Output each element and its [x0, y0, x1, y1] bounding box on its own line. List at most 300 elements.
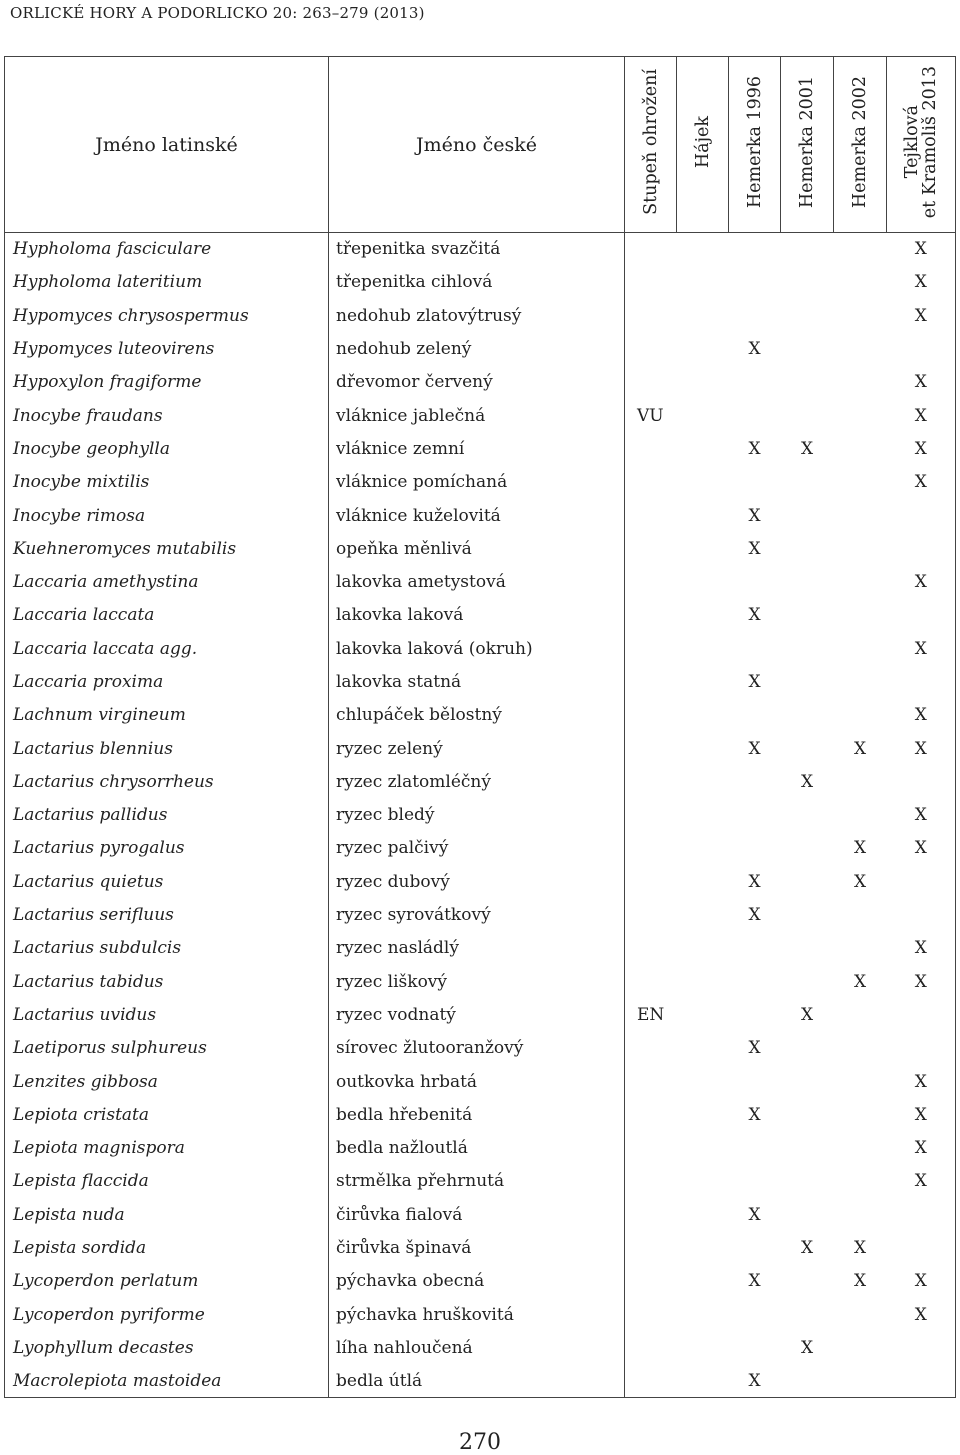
table-row	[5, 699, 956, 732]
hajek-cell	[677, 399, 729, 432]
latin-name-cell: Lepista nuda	[5, 1198, 329, 1231]
latin-name-cell: Laetiporus sulphureus	[5, 1032, 329, 1065]
table-row	[5, 898, 956, 931]
hemerka-2001-cell	[781, 699, 834, 732]
hemerka-2001-cell	[781, 898, 834, 931]
hemerka-1996-cell	[729, 1298, 781, 1331]
hemerka-1996-cell	[729, 1165, 781, 1198]
column-header-hemerka-2002-label: Hemerka 2002	[850, 75, 870, 209]
hemerka-2001-cell: X	[800, 771, 814, 792]
latin-name-cell: Inocybe fraudans	[5, 399, 329, 432]
czech-name-cell: outkovka hrbatá	[329, 1065, 625, 1098]
tejklova-kramolis-2013-cell: X	[887, 1165, 956, 1198]
hemerka-2002-cell	[834, 266, 887, 299]
threat-status-cell	[625, 1198, 677, 1231]
hemerka-2002-cell	[834, 1132, 887, 1165]
hajek-cell	[677, 998, 729, 1031]
hemerka-2002-cell: X	[853, 838, 867, 859]
threat-status-cell	[625, 366, 677, 399]
czech-name-cell: vláknice kuželovitá	[329, 499, 625, 532]
hemerka-2002-cell	[834, 299, 887, 332]
hajek-cell	[677, 233, 729, 266]
hajek-cell	[677, 799, 729, 832]
hemerka-2002-cell	[834, 1198, 887, 1231]
hajek-cell	[677, 1165, 729, 1198]
hemerka-2002-cell	[834, 466, 887, 499]
column-header-threat-status	[625, 57, 677, 233]
tejklova-kramolis-2013-cell: X	[887, 266, 956, 299]
hemerka-1996-cell	[729, 832, 781, 865]
latin-name-cell: Lepiota magnispora	[5, 1132, 329, 1165]
hemerka-2002-cell	[834, 1065, 887, 1098]
czech-name-cell: nedohub zlatovýtrusý	[329, 299, 625, 332]
czech-name-cell: lakovka ametystová	[329, 565, 625, 598]
hajek-cell	[677, 299, 729, 332]
hemerka-2001-cell	[781, 1132, 834, 1165]
tejklova-kramolis-2013-cell: X	[887, 366, 956, 399]
table-row	[5, 432, 956, 465]
latin-name-cell: Lycoperdon perlatum	[5, 1265, 329, 1298]
latin-name-cell: Lactarius serifluus	[5, 898, 329, 931]
hemerka-1996-cell	[729, 998, 781, 1031]
hemerka-2001-cell	[781, 1032, 834, 1065]
czech-name-cell: líha nahloučená	[329, 1331, 625, 1364]
hemerka-2002-cell	[834, 599, 887, 632]
hajek-cell	[677, 1298, 729, 1331]
column-header-hemerka-2002	[834, 57, 887, 233]
hemerka-2002-cell: X	[853, 738, 867, 759]
latin-name-cell: Lactarius tabidus	[5, 965, 329, 998]
latin-name-cell: Laccaria proxima	[5, 665, 329, 698]
hemerka-2002-cell	[834, 499, 887, 532]
table-row	[5, 1065, 956, 1098]
column-header-tejklova-line: Tejklová	[902, 105, 922, 179]
latin-name-cell: Lactarius chrysorrheus	[5, 765, 329, 798]
latin-name-cell: Lepiota cristata	[5, 1098, 329, 1131]
tejklova-kramolis-2013-cell	[887, 665, 956, 698]
hemerka-1996-cell: X	[748, 1271, 761, 1292]
latin-name-cell: Lactarius pallidus	[5, 799, 329, 832]
tejklova-kramolis-2013-cell	[887, 898, 956, 931]
hemerka-2001-cell	[781, 599, 834, 632]
table-row	[5, 865, 956, 898]
table-row	[5, 366, 956, 399]
czech-name-cell: ryzec syrovátkový	[329, 898, 625, 931]
latin-name-cell: Hypholoma fasciculare	[5, 233, 329, 266]
hemerka-2002-cell	[834, 532, 887, 565]
hemerka-2002-cell	[834, 699, 887, 732]
hemerka-2002-cell	[834, 366, 887, 399]
hemerka-2001-cell	[781, 1365, 834, 1398]
tejklova-kramolis-2013-cell	[887, 1365, 956, 1398]
threat-status-cell	[625, 266, 677, 299]
column-header-tejklova-kramolis-2013	[887, 57, 956, 233]
hemerka-1996-cell	[729, 765, 781, 798]
hemerka-2001-cell	[781, 1298, 834, 1331]
tejklova-kramolis-2013-cell	[887, 1198, 956, 1231]
hajek-cell	[677, 466, 729, 499]
czech-name-cell: ryzec nasládlý	[329, 932, 625, 965]
latin-name-cell: Laccaria amethystina	[5, 565, 329, 598]
column-header-tejklova-kramolis-2013-label	[903, 66, 939, 218]
hemerka-2002-cell	[834, 932, 887, 965]
table-row	[5, 998, 956, 1031]
threat-status-cell	[625, 466, 677, 499]
tejklova-kramolis-2013-cell: X	[887, 565, 956, 598]
latin-name-cell: Lactarius uvidus	[5, 998, 329, 1031]
table-row	[5, 1331, 956, 1364]
hemerka-1996-cell: X	[748, 1204, 761, 1225]
tejklova-kramolis-2013-cell	[887, 765, 956, 798]
czech-name-cell: pýchavka hruškovitá	[329, 1298, 625, 1331]
czech-name-cell: bedla útlá	[329, 1365, 625, 1398]
hemerka-2001-cell	[781, 1265, 834, 1298]
hemerka-2001-cell: X	[800, 438, 814, 459]
tejklova-kramolis-2013-cell: X	[887, 299, 956, 332]
hajek-cell	[677, 266, 729, 299]
hemerka-2002-cell	[834, 1365, 887, 1398]
table-row	[5, 599, 956, 632]
hemerka-1996-cell: X	[748, 871, 761, 892]
hajek-cell	[677, 1331, 729, 1364]
tejklova-kramolis-2013-cell: X	[887, 832, 956, 865]
hemerka-1996-cell: X	[748, 905, 761, 926]
latin-name-cell: Lepista sordida	[5, 1231, 329, 1264]
hajek-cell	[677, 699, 729, 732]
hajek-cell	[677, 632, 729, 665]
hemerka-1996-cell: X	[748, 738, 761, 759]
threat-status-cell	[625, 832, 677, 865]
column-header-hemerka-1996-label: Hemerka 1996	[744, 75, 765, 209]
hemerka-2002-cell	[834, 233, 887, 266]
hajek-cell	[677, 1231, 729, 1264]
threat-status-cell	[625, 332, 677, 365]
hemerka-1996-cell	[729, 632, 781, 665]
hemerka-1996-cell: X	[748, 605, 761, 626]
latin-name-cell: Lactarius blennius	[5, 732, 329, 765]
latin-name-cell: Lepista flaccida	[5, 1165, 329, 1198]
threat-status-cell	[625, 1331, 677, 1364]
hemerka-2002-cell: X	[853, 1271, 867, 1292]
table-row	[5, 1132, 956, 1165]
hajek-cell	[677, 665, 729, 698]
hemerka-2002-cell	[834, 998, 887, 1031]
latin-name-cell: Lenzites gibbosa	[5, 1065, 329, 1098]
threat-status-cell	[625, 799, 677, 832]
hemerka-1996-cell	[729, 1231, 781, 1264]
hemerka-1996-cell: X	[748, 339, 761, 360]
hemerka-1996-cell	[729, 1065, 781, 1098]
table-row	[5, 765, 956, 798]
table-body	[5, 233, 956, 1398]
column-header-hajek	[677, 57, 729, 233]
table-row	[5, 1032, 956, 1065]
hajek-cell	[677, 765, 729, 798]
tejklova-kramolis-2013-cell	[887, 1231, 956, 1264]
tejklova-kramolis-2013-cell	[887, 865, 956, 898]
threat-status-cell	[625, 965, 677, 998]
hemerka-1996-cell	[729, 299, 781, 332]
tejklova-kramolis-2013-cell: X	[887, 1265, 956, 1298]
tejklova-kramolis-2013-cell: X	[887, 1298, 956, 1331]
tejklova-kramolis-2013-cell	[887, 998, 956, 1031]
latin-name-cell: Lactarius pyrogalus	[5, 832, 329, 865]
threat-status-cell	[625, 699, 677, 732]
hemerka-2001-cell	[781, 1198, 834, 1231]
hemerka-2001-cell	[781, 832, 834, 865]
hemerka-2002-cell	[834, 1165, 887, 1198]
hemerka-2002-cell: X	[853, 971, 867, 992]
hemerka-2001-cell	[781, 299, 834, 332]
hemerka-1996-cell: X	[748, 1104, 761, 1125]
tejklova-kramolis-2013-cell: X	[887, 699, 956, 732]
hemerka-2002-cell	[834, 1331, 887, 1364]
latin-name-cell: Laccaria laccata agg.	[5, 632, 329, 665]
hajek-cell	[677, 432, 729, 465]
hemerka-1996-cell	[729, 1132, 781, 1165]
table-row	[5, 799, 956, 832]
latin-name-cell: Hypholoma lateritium	[5, 266, 329, 299]
czech-name-cell: ryzec vodnatý	[329, 998, 625, 1031]
threat-status-cell	[625, 1132, 677, 1165]
hemerka-1996-cell	[729, 1331, 781, 1364]
hemerka-2001-cell	[781, 366, 834, 399]
hajek-cell	[677, 1132, 729, 1165]
threat-status-cell: EN	[625, 998, 677, 1031]
tejklova-kramolis-2013-cell: X	[887, 1065, 956, 1098]
hemerka-1996-cell	[729, 233, 781, 266]
hemerka-2001-cell	[781, 732, 834, 765]
hemerka-2001-cell	[781, 466, 834, 499]
table-row	[5, 1165, 956, 1198]
tejklova-kramolis-2013-cell: X	[887, 799, 956, 832]
running-head: ORLICKÉ HORY A PODORLICKO 20: 263–279 (2013)	[10, 4, 425, 22]
hemerka-1996-cell: X	[748, 1038, 761, 1059]
czech-name-cell: pýchavka obecná	[329, 1265, 625, 1298]
tejklova-kramolis-2013-cell: X	[887, 632, 956, 665]
hemerka-1996-cell: X	[748, 538, 761, 559]
table-row	[5, 1265, 956, 1298]
threat-status-cell	[625, 1365, 677, 1398]
tejklova-kramolis-2013-cell: X	[887, 432, 956, 465]
czech-name-cell: lakovka laková (okruh)	[329, 632, 625, 665]
czech-name-cell: nedohub zelený	[329, 332, 625, 365]
column-header-threat-status-label: Stupeň ohrožení	[640, 69, 661, 215]
table-row	[5, 732, 956, 765]
hemerka-2002-cell: X	[853, 871, 867, 892]
czech-name-cell: ryzec dubový	[329, 865, 625, 898]
tejklova-kramolis-2013-cell: X	[887, 233, 956, 266]
hemerka-2001-cell	[781, 233, 834, 266]
column-header-hemerka-1996	[729, 57, 781, 233]
latin-name-cell: Lactarius quietus	[5, 865, 329, 898]
hemerka-1996-cell: X	[748, 438, 761, 459]
column-header-hajek-label: Hájek	[692, 115, 713, 169]
table-row	[5, 665, 956, 698]
czech-name-cell: ryzec palčivý	[329, 832, 625, 865]
hemerka-2001-cell	[781, 332, 834, 365]
column-header-czech-name: Jméno české	[329, 57, 625, 233]
czech-name-cell: ryzec zelený	[329, 732, 625, 765]
czech-name-cell: dřevomor červený	[329, 366, 625, 399]
threat-status-cell	[625, 665, 677, 698]
hajek-cell	[677, 1365, 729, 1398]
hajek-cell	[677, 532, 729, 565]
species-table	[4, 56, 956, 1398]
tejklova-kramolis-2013-cell: X	[887, 466, 956, 499]
hemerka-2002-cell	[834, 898, 887, 931]
hemerka-1996-cell: X	[748, 505, 761, 526]
czech-name-cell: ryzec bledý	[329, 799, 625, 832]
hemerka-2001-cell	[781, 632, 834, 665]
table-row	[5, 499, 956, 532]
tejklova-kramolis-2013-cell	[887, 599, 956, 632]
tejklova-kramolis-2013-cell: X	[887, 932, 956, 965]
hajek-cell	[677, 932, 729, 965]
table-row	[5, 532, 956, 565]
column-header-hemerka-2001	[781, 57, 834, 233]
hajek-cell	[677, 1198, 729, 1231]
hajek-cell	[677, 865, 729, 898]
latin-name-cell: Hypomyces chrysospermus	[5, 299, 329, 332]
threat-status-cell	[625, 1298, 677, 1331]
czech-name-cell: čirůvka fialová	[329, 1198, 625, 1231]
threat-status-cell	[625, 1032, 677, 1065]
czech-name-cell: bedla nažloutlá	[329, 1132, 625, 1165]
table-row	[5, 632, 956, 665]
threat-status-cell	[625, 432, 677, 465]
hemerka-2002-cell	[834, 565, 887, 598]
threat-status-cell	[625, 565, 677, 598]
page-number: 270	[459, 1430, 501, 1455]
threat-status-cell	[625, 932, 677, 965]
tejklova-kramolis-2013-cell	[887, 532, 956, 565]
threat-status-cell	[625, 499, 677, 532]
hemerka-2002-cell: X	[853, 1238, 867, 1259]
latin-name-cell: Inocybe rimosa	[5, 499, 329, 532]
column-header-kramolis-line: et Kramoliš 2013	[920, 65, 940, 219]
hemerka-2002-cell	[834, 1298, 887, 1331]
hemerka-2002-cell	[834, 332, 887, 365]
hemerka-2001-cell	[781, 665, 834, 698]
czech-name-cell: lakovka statná	[329, 665, 625, 698]
header-row	[5, 57, 956, 233]
hajek-cell	[677, 732, 729, 765]
hajek-cell	[677, 565, 729, 598]
threat-status-cell	[625, 1265, 677, 1298]
hemerka-1996-cell	[729, 932, 781, 965]
hemerka-1996-cell	[729, 799, 781, 832]
latin-name-cell: Hypomyces luteovirens	[5, 332, 329, 365]
threat-status-cell	[625, 1231, 677, 1264]
latin-name-cell: Inocybe mixtilis	[5, 466, 329, 499]
hemerka-2001-cell: X	[800, 1238, 814, 1259]
hemerka-1996-cell: X	[729, 1365, 781, 1398]
hemerka-2002-cell	[834, 632, 887, 665]
hemerka-2001-cell	[781, 266, 834, 299]
czech-name-cell: vláknice jablečná	[329, 399, 625, 432]
hemerka-2001-cell	[781, 399, 834, 432]
threat-status-cell	[625, 599, 677, 632]
hajek-cell	[677, 1098, 729, 1131]
hemerka-2001-cell	[781, 1165, 834, 1198]
threat-status-cell	[625, 865, 677, 898]
hajek-cell	[677, 1065, 729, 1098]
czech-name-cell: bedla hřebenitá	[329, 1098, 625, 1131]
tejklova-kramolis-2013-cell: X	[887, 965, 956, 998]
hemerka-1996-cell	[729, 399, 781, 432]
latin-name-cell: Kuehneromyces mutabilis	[5, 532, 329, 565]
column-header-hemerka-2001-label: Hemerka 2001	[797, 75, 817, 209]
latin-name-cell: Lycoperdon pyriforme	[5, 1298, 329, 1331]
latin-name-cell: Inocybe geophylla	[5, 432, 329, 465]
hemerka-1996-cell	[729, 466, 781, 499]
threat-status-cell	[625, 632, 677, 665]
tejklova-kramolis-2013-cell	[887, 1331, 956, 1364]
latin-name-cell: Laccaria laccata	[5, 599, 329, 632]
czech-name-cell: ryzec zlatomléčný	[329, 765, 625, 798]
hemerka-1996-cell	[729, 565, 781, 598]
hemerka-2001-cell	[781, 499, 834, 532]
hajek-cell	[677, 1265, 729, 1298]
hemerka-2001-cell: X	[800, 1337, 814, 1358]
hemerka-2001-cell	[781, 565, 834, 598]
czech-name-cell: třepenitka cihlová	[329, 266, 625, 299]
czech-name-cell: vláknice pomíchaná	[329, 466, 625, 499]
hemerka-2001-cell	[781, 532, 834, 565]
table-row	[5, 965, 956, 998]
threat-status-cell	[625, 1065, 677, 1098]
hajek-cell	[677, 332, 729, 365]
tejklova-kramolis-2013-cell	[887, 499, 956, 532]
hajek-cell	[677, 499, 729, 532]
czech-name-cell: ryzec liškový	[329, 965, 625, 998]
table-row	[5, 266, 956, 299]
hemerka-2001-cell	[781, 1098, 834, 1131]
hemerka-2001-cell	[781, 932, 834, 965]
table-row	[5, 1365, 956, 1398]
czech-name-cell: vláknice zemní	[329, 432, 625, 465]
threat-status-cell	[625, 233, 677, 266]
table-row	[5, 1298, 956, 1331]
latin-name-cell: Lactarius subdulcis	[5, 932, 329, 965]
hajek-cell	[677, 366, 729, 399]
hajek-cell	[677, 832, 729, 865]
table-row	[5, 466, 956, 499]
hemerka-2001-cell	[781, 865, 834, 898]
threat-status-cell	[625, 1165, 677, 1198]
tejklova-kramolis-2013-cell: X	[887, 1132, 956, 1165]
threat-status-cell	[625, 732, 677, 765]
hajek-cell	[677, 599, 729, 632]
table-row	[5, 399, 956, 432]
table-row	[5, 332, 956, 365]
latin-name-cell: Hypoxylon fragiforme	[5, 366, 329, 399]
table-row	[5, 932, 956, 965]
hemerka-1996-cell	[729, 366, 781, 399]
threat-status-cell	[625, 1098, 677, 1131]
latin-name-cell: Lachnum virgineum	[5, 699, 329, 732]
czech-name-cell: třepenitka svazčitá	[329, 233, 625, 266]
czech-name-cell: sírovec žlutooranžový	[329, 1032, 625, 1065]
table-row	[5, 1198, 956, 1231]
table-row	[5, 1231, 956, 1264]
czech-name-cell: opeňka měnlivá	[329, 532, 625, 565]
hemerka-2002-cell	[834, 799, 887, 832]
table-row	[5, 299, 956, 332]
tejklova-kramolis-2013-cell	[887, 332, 956, 365]
hemerka-2002-cell	[834, 1032, 887, 1065]
